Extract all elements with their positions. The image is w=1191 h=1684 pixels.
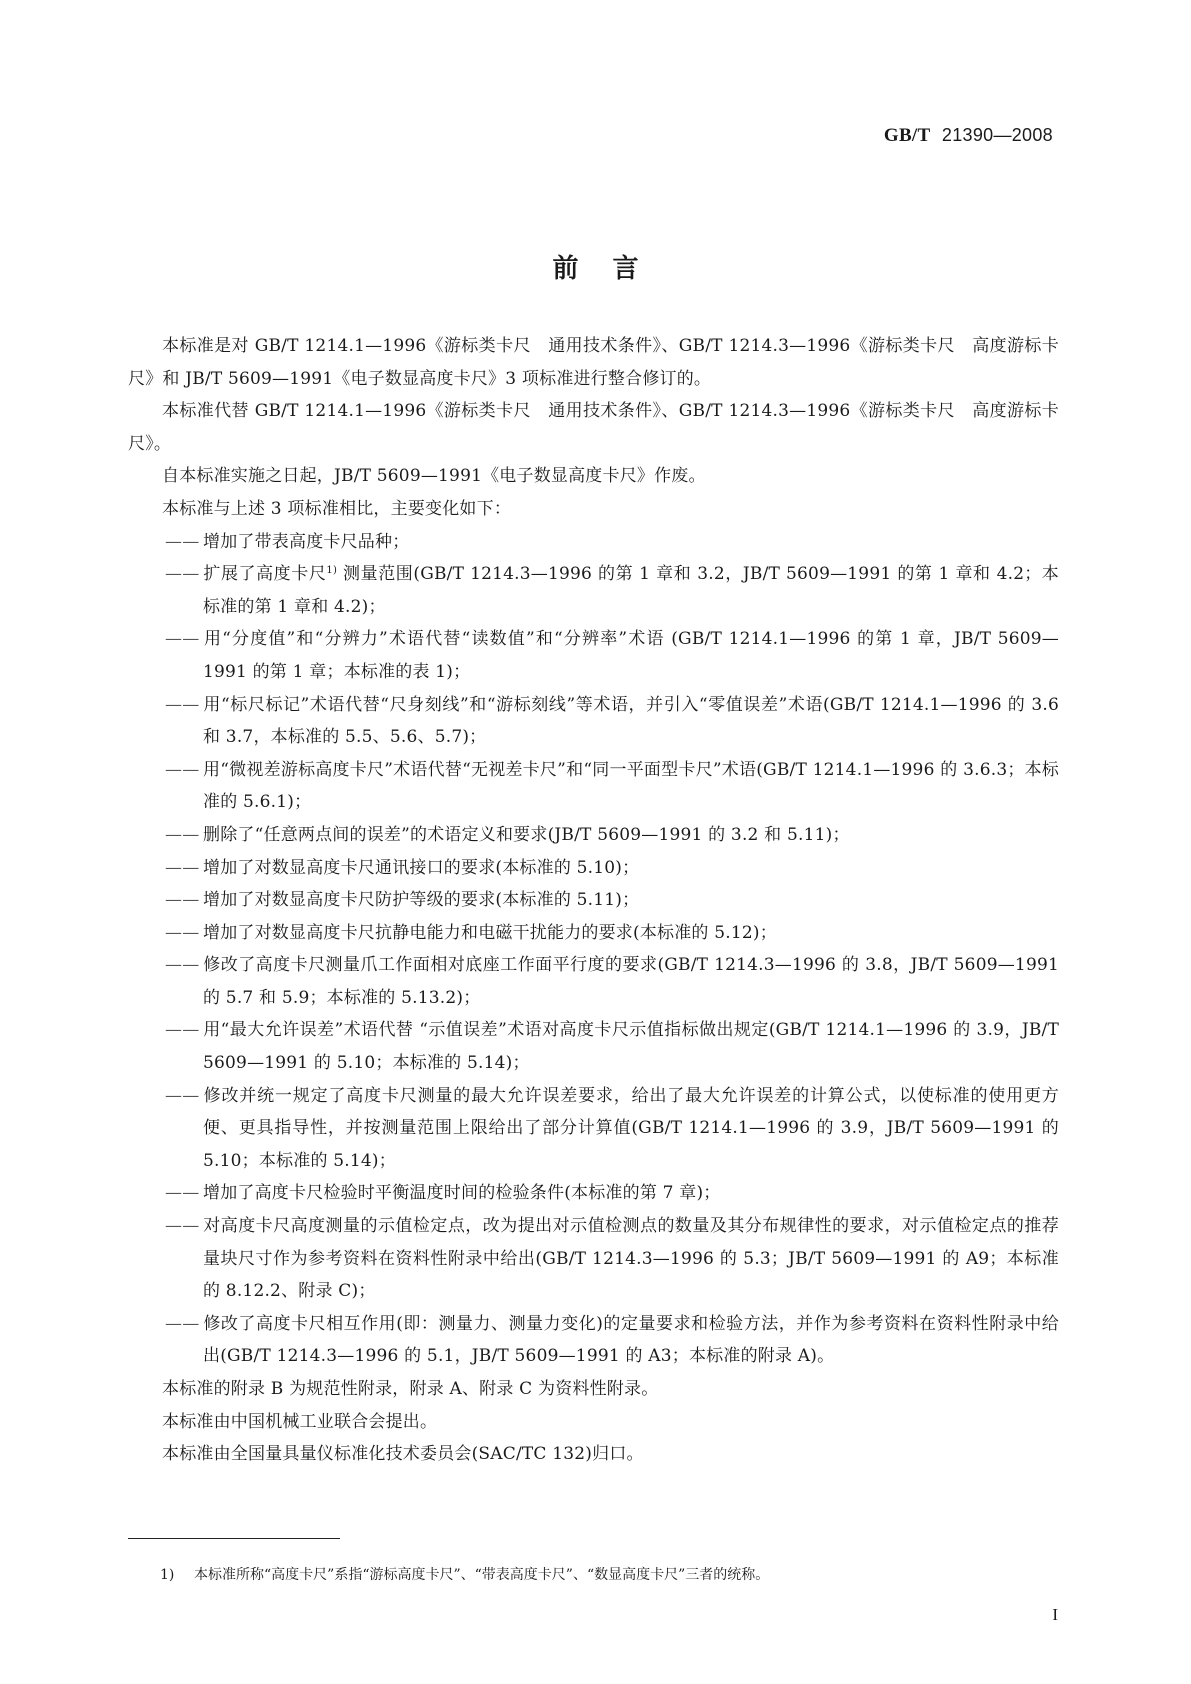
list-item-text: 修改了高度卡尺测量爪工作面相对底座工作面平行度的要求(GB/T 1214.3—1996 的 3.8，JB/T 5609—1991 的 5.7 和 5.9；本标准的 5.13.2)； bbox=[203, 955, 1059, 1008]
standard-code-prefix: GB/T bbox=[883, 125, 931, 146]
list-item bbox=[128, 1177, 1059, 1210]
paragraph: 本标准由中国机械工业联合会提出。 bbox=[162, 1411, 438, 1432]
list-item bbox=[128, 623, 1059, 688]
list-item bbox=[128, 884, 1059, 917]
dash-marker: —— bbox=[165, 1313, 200, 1334]
list-item-text: 用“分度值”和“分辨力”术语代替“读数值”和“分辨率”术语 (GB/T 1214.1—1996 的第 1 章，JB/T 5609—1991 的第 1 章；本标准的表 1)； bbox=[203, 629, 1059, 682]
list-item bbox=[128, 558, 1059, 623]
paragraph: 本标准代替 GB/T 1214.1—1996《游标类卡尺 通用技术条件》、GB/T 1214.3—1996《游标类卡尺 高度游标卡尺》。 bbox=[128, 401, 1059, 454]
list-item-text: 增加了对数显高度卡尺防护等级的要求(本标准的 5.11)； bbox=[203, 890, 640, 911]
list-item bbox=[128, 852, 1059, 885]
list-item bbox=[128, 1014, 1059, 1079]
paragraph: 本标准是对 GB/T 1214.1—1996《游标类卡尺 通用技术条件》、GB/T 1214.3—1996《游标类卡尺 高度游标卡尺》和 JB/T 5609—1991《电子数显高度卡尺》3 项标准进行整合修订的。 bbox=[128, 336, 1059, 389]
list-item bbox=[128, 689, 1059, 754]
list-item bbox=[128, 1308, 1059, 1373]
dash-marker: —— bbox=[165, 857, 200, 878]
changes-list bbox=[128, 526, 1059, 1373]
dash-marker: —— bbox=[165, 531, 200, 552]
list-item bbox=[128, 1080, 1059, 1178]
list-item-text: 扩展了高度卡尺 bbox=[203, 564, 327, 585]
list-item-text: 增加了高度卡尺检验时平衡温度时间的检验条件(本标准的第 7 章)； bbox=[203, 1183, 721, 1204]
paragraph: 本标准的附录 B 为规范性附录，附录 A、附录 C 为资料性附录。 bbox=[162, 1379, 659, 1399]
list-item bbox=[128, 526, 1059, 559]
footnote-text: 本标准所称“高度卡尺”系指“游标高度卡尺”、“带表高度卡尺”、“数显高度卡尺”三者的统称。 bbox=[194, 1567, 770, 1583]
dash-marker: —— bbox=[165, 564, 200, 585]
footnote bbox=[160, 1564, 769, 1584]
paragraph: 本标准由全国量具量仪标准化技术委员会(SAC/TC 132)归口。 bbox=[162, 1444, 644, 1465]
foreword-body bbox=[128, 330, 1059, 1471]
list-item-text: 增加了对数显高度卡尺抗静电能力和电磁干扰能力的要求(本标准的 5.12)； bbox=[203, 922, 777, 943]
dash-marker: —— bbox=[165, 890, 200, 911]
dash-marker: —— bbox=[165, 1020, 200, 1041]
list-item-text: 增加了对数显高度卡尺通讯接口的要求(本标准的 5.10)； bbox=[203, 857, 640, 878]
footnote-number: 1) bbox=[160, 1567, 175, 1583]
list-item bbox=[128, 754, 1059, 819]
dash-marker: —— bbox=[165, 694, 200, 715]
list-item-text: 修改了高度卡尺相互作用(即：测量力、测量力变化)的定量要求和检验方法，并作为参考资料在资料性附录中给出(GB/T 1214.3—1996 的 5.1，JB/T 5609—1991 的 A3；本标准的附录 A)。 bbox=[203, 1313, 1059, 1367]
footnote-divider bbox=[128, 1538, 340, 1539]
list-item bbox=[128, 819, 1059, 852]
dash-marker: —— bbox=[165, 1216, 200, 1237]
dash-marker: —— bbox=[165, 629, 200, 650]
page-number: I bbox=[1052, 1605, 1058, 1624]
list-item bbox=[128, 949, 1059, 1014]
paragraph: 自本标准实施之日起，JB/T 5609—1991《电子数显高度卡尺》作废。 bbox=[162, 466, 706, 487]
list-item bbox=[128, 917, 1059, 950]
dash-marker: —— bbox=[165, 1183, 200, 1204]
list-item-text: 测量范围(GB/T 1214.3—1996 的第 1 章和 3.2，JB/T 5609—1991 的第 1 章和 4.2；本标准的第 1 章和 4.2)； bbox=[203, 564, 1059, 617]
standard-code bbox=[884, 125, 1053, 147]
standard-code-number: 21390—2008 bbox=[941, 125, 1053, 145]
list-item-text: 对高度卡尺高度测量的示值检定点，改为提出对示值检测点的数量及其分布规律性的要求，对示值检定点的推荐量块尺寸作为参考资料在资料性附录中给出(GB/T 1214.3—1996 的 5.3；JB/T 5609—1991 的 A9；本标准的 8.12.2、附录 C)； bbox=[203, 1216, 1059, 1302]
page-title: 前言 bbox=[552, 254, 673, 285]
list-item-text: 修改并统一规定了高度卡尺测量的最大允许误差要求，给出了最大允许误差的计算公式，以使标准的使用更方便、更具指导性，并按测量范围上限给出了部分计算值(GB/T 1214.1—1996 的 3.9，JB/T 5609—1991 的 5.10；本标准的 5.14)； bbox=[203, 1085, 1059, 1171]
dash-marker: —— bbox=[165, 955, 200, 976]
paragraph: 本标准与上述 3 项标准相比，主要变化如下： bbox=[162, 498, 512, 519]
footnote-reference[interactable]: 1) bbox=[326, 565, 338, 577]
list-item-text: 用“最大允许误差”术语代替 “示值误差”术语对高度卡尺示值指标做出规定(GB/T 1214.1—1996 的 3.9，JB/T 5609—1991 的 5.10；本标准的 5.14)； bbox=[203, 1020, 1059, 1074]
list-item-text: 删除了“任意两点间的误差”的术语定义和要求(JB/T 5609—1991 的 3.2 和 5.11)； bbox=[203, 824, 850, 845]
list-item-text: 增加了带表高度卡尺品种； bbox=[203, 531, 410, 552]
dash-marker: —— bbox=[165, 824, 200, 845]
list-item-text: 用“标尺标记”术语代替“尺身刻线”和“游标刻线”等术语，并引入“零值误差”术语(GB/T 1214.1—1996 的 3.6 和 3.7，本标准的 5.5、5.6、5.7)； bbox=[203, 694, 1059, 748]
dash-marker: —— bbox=[165, 922, 200, 943]
list-item bbox=[128, 1210, 1059, 1308]
dash-marker: —— bbox=[165, 1085, 200, 1106]
dash-marker: —— bbox=[165, 759, 200, 780]
list-item-text: 用“微视差游标高度卡尺”术语代替“无视差卡尺”和“同一平面型卡尺”术语(GB/T 1214.1—1996 的 3.6.3；本标准的 5.6.1)； bbox=[203, 759, 1059, 813]
